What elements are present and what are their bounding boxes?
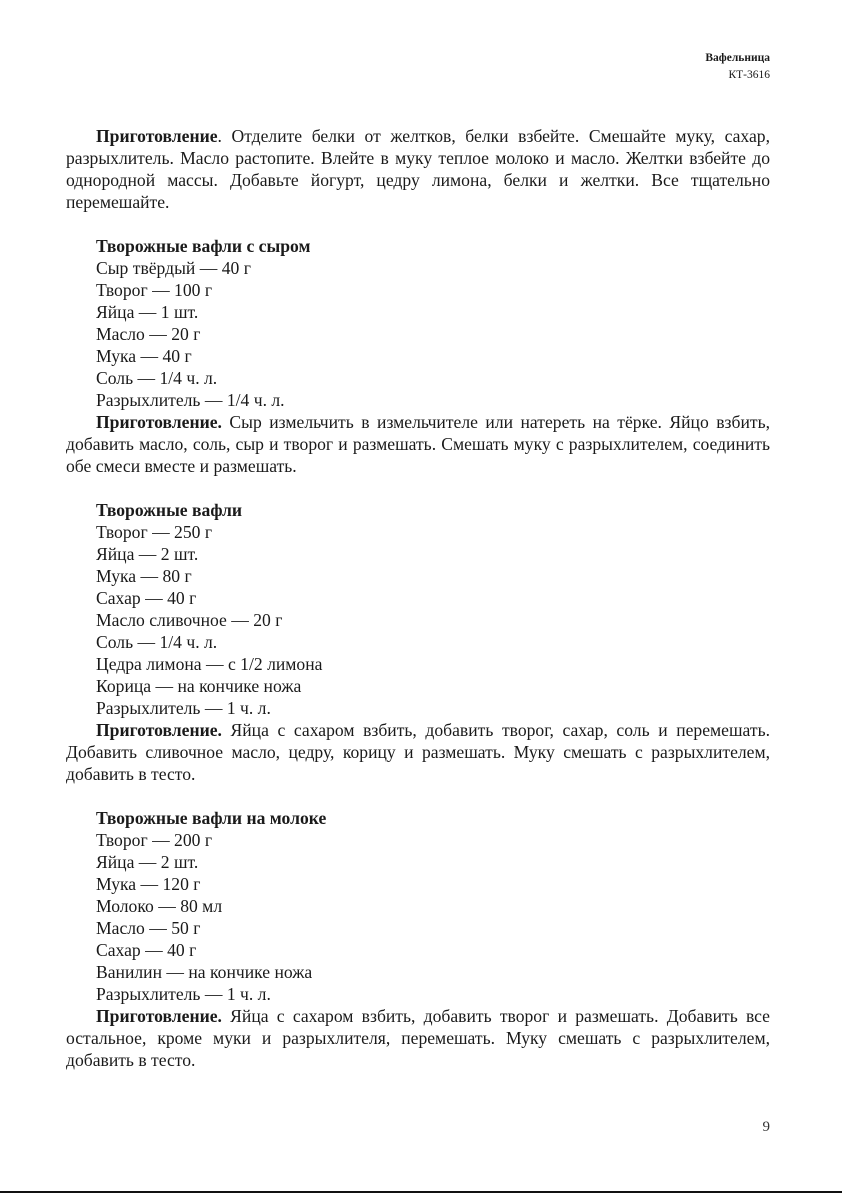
ingredient-item: Масло сливочное — 20 г [96,610,283,630]
method-label: Приготовление. [96,412,222,432]
method-text: Яйца с сахаром взбить, добавить творог, сахар, соль и перемешать. Добавить сливочное масло, цедру, корицу и размешать. Муку смешать с разрыхлителем, добавить в тесто. [66,720,770,784]
page-number: 9 [762,1119,770,1135]
intro-paragraph [66,125,770,213]
intro-text: . Отделите белки от желтков, белки взбейте. Смешайте муку, сахар, разрыхлитель. Масло растопите. Влейте в муку теплое молоко и масло. Желтки взбейте до однородной массы. Добавьте йогурт, цедру лимона, белки и желтки. Все тщательно перемешайте. [66,126,770,212]
intro-label: Приготовление [96,126,218,146]
ingredient-item: Цедра лимона — с 1/2 лимона [96,654,323,674]
ingredient-item: Творог — 200 г [96,830,213,850]
ingredient-item: Сахар — 40 г [96,940,197,960]
ingredient-item: Творог — 250 г [96,522,213,542]
method-label: Приготовление. [96,720,222,740]
ingredient-item: Яйца — 2 шт. [96,852,199,872]
method-text: Сыр измельчить в измельчителе или натереть на тёрке. Яйцо взбить, добавить масло, соль, сыр и творог и размешать. Смешать муку с разрыхлителем, соединить обе смеси вместе и размешать. [66,412,770,476]
ingredient-item: Мука — 80 г [96,566,192,586]
ingredient-item: Разрыхлитель — 1 ч. л. [96,698,271,718]
recipe-milk-curd-waffles [66,807,770,1071]
ingredient-item: Соль — 1/4 ч. л. [96,632,218,652]
model-number: КТ-3616 [728,69,770,81]
method-paragraph [66,411,770,477]
method-label: Приготовление. [96,1006,222,1026]
ingredient-item: Мука — 120 г [96,874,201,894]
ingredient-item: Яйца — 2 шт. [96,544,199,564]
ingredient-item: Разрыхлитель — 1/4 ч. л. [96,390,285,410]
ingredient-item: Творог — 100 г [96,280,213,300]
recipe-title: Творожные вафли с сыром [96,236,311,256]
ingredient-item: Разрыхлитель — 1 ч. л. [96,984,271,1004]
method-paragraph [66,1005,770,1071]
recipe-cheese-waffles [66,235,770,477]
page-header [705,50,770,84]
method-text: Яйца с сахаром взбить, добавить творог и размешать. Добавить все остальное, кроме муки и разрыхлителя, перемешать. Муку смешать с разрыхлителем, добавить в тесто. [66,1006,770,1070]
ingredient-item: Сахар — 40 г [96,588,197,608]
recipe-title: Творожные вафли на молоке [96,808,327,828]
ingredient-item: Корица — на кончике ножа [96,676,302,696]
ingredient-item: Молоко — 80 мл [96,896,223,916]
recipe-title: Творожные вафли [96,500,243,520]
ingredient-list [66,257,770,411]
method-paragraph [66,719,770,785]
page-content [66,125,770,1071]
ingredient-list [66,521,770,719]
ingredient-item: Мука — 40 г [96,346,192,366]
ingredient-item: Соль — 1/4 ч. л. [96,368,218,388]
ingredient-item: Сыр твёрдый — 40 г [96,258,251,278]
ingredient-list [66,829,770,1005]
product-name: Вафельница [705,52,770,64]
ingredient-item: Масло — 20 г [96,324,201,344]
ingredient-item: Яйца — 1 шт. [96,302,199,322]
ingredient-item: Масло — 50 г [96,918,201,938]
recipe-curd-waffles [66,499,770,785]
ingredient-item: Ванилин — на кончике ножа [96,962,313,982]
